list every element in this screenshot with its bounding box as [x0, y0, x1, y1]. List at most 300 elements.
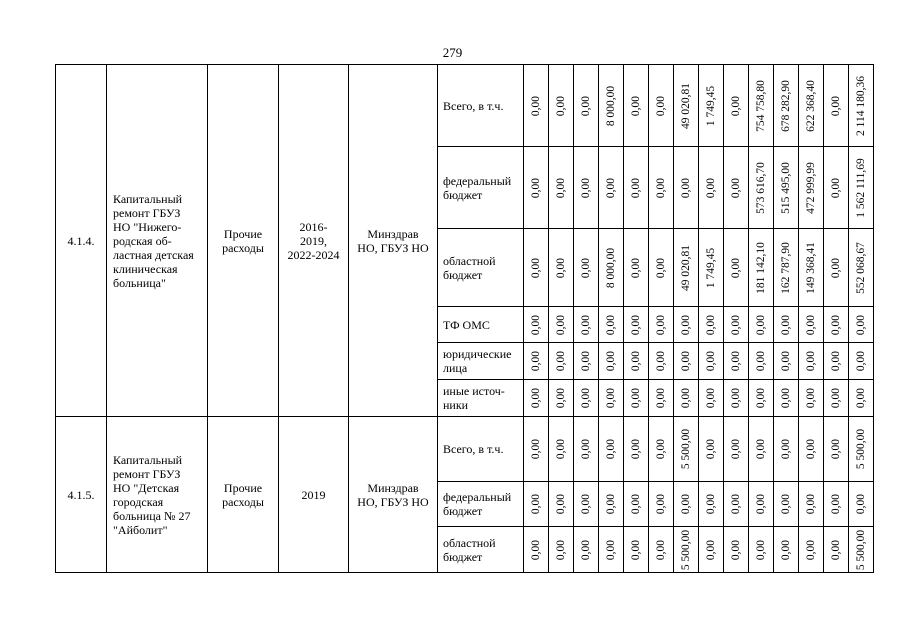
value-cell — [699, 482, 724, 527]
value-text: 0,00 — [655, 95, 667, 116]
value-cell — [524, 343, 549, 380]
measure-name-line: НО "Нижего- — [113, 219, 182, 234]
value-cell — [649, 307, 674, 343]
funding-source — [438, 147, 524, 229]
value-text: 0,00 — [630, 350, 642, 372]
value-text: 754 758,80 — [755, 79, 767, 132]
value-text: 0,00 — [830, 539, 842, 560]
value-text: 0,00 — [755, 493, 767, 515]
value-cell — [849, 147, 874, 229]
value-text: 0,00 — [655, 387, 667, 409]
value-cell — [649, 229, 674, 307]
value-cell — [824, 417, 849, 482]
value-cell — [724, 527, 749, 573]
value-cell — [699, 65, 724, 147]
value-cell — [824, 147, 849, 229]
value-text: 0,00 — [680, 350, 692, 372]
value-text: 0,00 — [780, 387, 792, 409]
funding-source-line: юридические — [443, 347, 512, 361]
value-text: 0,00 — [755, 387, 767, 409]
funding-source-line: лица — [443, 361, 468, 375]
value-cell — [649, 380, 674, 417]
value-text: 0,00 — [830, 438, 842, 460]
value-cell — [549, 343, 574, 380]
value-cell — [749, 343, 774, 380]
value-text: 0,00 — [580, 95, 592, 116]
measure-code: 4.1.4. — [56, 65, 107, 417]
value-cell — [799, 229, 824, 307]
value-cell — [774, 229, 799, 307]
value-cell — [774, 147, 799, 229]
value-cell — [849, 417, 874, 482]
measure-name-line: больница № 27 — [113, 508, 191, 523]
value-cell — [724, 380, 749, 417]
value-text: 1 749,45 — [705, 247, 717, 288]
value-text: 0,00 — [755, 539, 767, 560]
value-cell — [799, 527, 824, 573]
value-text: 0,00 — [830, 177, 842, 198]
value-cell — [524, 482, 549, 527]
value-text: 0,00 — [580, 539, 592, 560]
value-text: 0,00 — [730, 438, 742, 460]
value-cell — [624, 65, 649, 147]
funding-source-line: ТФ ОМС — [443, 317, 490, 332]
implementation-years-line: 2019 — [301, 487, 326, 502]
value-text: 0,00 — [655, 438, 667, 460]
value-cell — [849, 527, 874, 573]
value-text: 0,00 — [705, 539, 717, 560]
value-cell — [574, 65, 599, 147]
value-cell — [749, 229, 774, 307]
value-text: 0,00 — [805, 387, 817, 409]
value-text: 49 020,81 — [680, 244, 692, 291]
value-cell — [724, 343, 749, 380]
value-text: 5 500,00 — [855, 428, 867, 470]
value-cell — [799, 147, 824, 229]
funding-source-line: областной — [443, 535, 496, 550]
measure-code: 4.1.5. — [56, 417, 107, 573]
value-text: 0,00 — [580, 257, 592, 278]
value-cell — [574, 147, 599, 229]
implementation-years-line: 2022-2024 — [287, 247, 340, 262]
funding-source — [438, 307, 524, 343]
value-text: 0,00 — [530, 314, 542, 335]
value-text: 1 749,45 — [705, 85, 717, 126]
value-cell — [749, 527, 774, 573]
value-cell — [774, 380, 799, 417]
value-text: 0,00 — [680, 177, 692, 198]
value-cell — [724, 482, 749, 527]
value-text: 0,00 — [605, 438, 617, 460]
value-text: 8 000,00 — [605, 85, 617, 126]
value-text: 181 142,10 — [755, 241, 767, 294]
value-text: 0,00 — [680, 493, 692, 515]
value-cell — [674, 343, 699, 380]
value-text: 0,00 — [730, 493, 742, 515]
value-text: 0,00 — [655, 177, 667, 198]
executor-line: НО, ГБУЗ НО — [357, 240, 429, 255]
value-cell — [774, 482, 799, 527]
value-cell — [524, 527, 549, 573]
value-text: 0,00 — [730, 177, 742, 198]
value-cell — [524, 307, 549, 343]
value-text: 573 616,70 — [755, 161, 767, 214]
value-cell — [774, 527, 799, 573]
executor — [349, 65, 438, 417]
value-text: 0,00 — [730, 95, 742, 116]
value-cell — [749, 147, 774, 229]
funding-source — [438, 527, 524, 573]
value-text: 2 114 180,36 — [855, 75, 867, 136]
value-text: 0,00 — [580, 177, 592, 198]
value-cell — [624, 147, 649, 229]
value-text: 0,00 — [530, 177, 542, 198]
value-cell — [699, 417, 724, 482]
value-text: 0,00 — [605, 387, 617, 409]
value-text: 0,00 — [805, 350, 817, 372]
value-text: 0,00 — [655, 350, 667, 372]
value-text: 515 495,00 — [780, 161, 792, 214]
value-text: 0,00 — [655, 314, 667, 335]
funding-source — [438, 229, 524, 307]
value-text: 0,00 — [830, 95, 842, 116]
value-cell — [674, 380, 699, 417]
value-cell — [624, 343, 649, 380]
value-cell — [574, 229, 599, 307]
value-cell — [849, 380, 874, 417]
measure-name-line: ремонт ГБУЗ — [113, 466, 181, 481]
value-cell — [599, 417, 624, 482]
measure-name-line: "Айболит" — [113, 522, 168, 537]
value-cell — [524, 65, 549, 147]
executor-line: Минздрав — [367, 480, 419, 495]
value-text: 0,00 — [705, 493, 717, 515]
value-cell — [549, 147, 574, 229]
value-text: 0,00 — [730, 257, 742, 278]
funding-source-line: Всего, в т.ч. — [443, 442, 504, 456]
value-cell — [799, 65, 824, 147]
executor-line: Минздрав — [367, 226, 419, 241]
funding-source-line: бюджет — [443, 504, 483, 518]
value-cell — [624, 307, 649, 343]
value-cell — [599, 65, 624, 147]
value-cell — [699, 527, 724, 573]
value-text: 0,00 — [580, 387, 592, 409]
value-cell — [524, 380, 549, 417]
value-cell — [824, 482, 849, 527]
value-cell — [799, 343, 824, 380]
value-text: 0,00 — [705, 438, 717, 460]
value-text: 8 000,00 — [605, 247, 617, 288]
value-text: 0,00 — [780, 314, 792, 335]
value-cell — [849, 65, 874, 147]
value-cell — [724, 307, 749, 343]
value-cell — [849, 343, 874, 380]
value-cell — [599, 380, 624, 417]
value-text: 0,00 — [630, 314, 642, 335]
value-cell — [849, 229, 874, 307]
funding-source-line: федеральный — [443, 173, 512, 188]
executor — [349, 417, 438, 573]
value-text: 0,00 — [830, 350, 842, 372]
value-cell — [774, 343, 799, 380]
funding-source-line: иные источ- — [443, 384, 505, 398]
value-text: 0,00 — [805, 438, 817, 460]
value-cell — [599, 147, 624, 229]
value-cell — [699, 229, 724, 307]
value-cell — [824, 343, 849, 380]
value-text: 0,00 — [680, 314, 692, 335]
value-text: 0,00 — [780, 493, 792, 515]
funding-source-line: Всего, в т.ч. — [443, 98, 504, 113]
value-cell — [849, 307, 874, 343]
value-text: 0,00 — [630, 387, 642, 409]
funding-source — [438, 380, 524, 417]
value-text: 0,00 — [605, 177, 617, 198]
value-cell — [699, 307, 724, 343]
value-cell — [699, 343, 724, 380]
measure-name-line: Капитальный — [113, 191, 183, 206]
value-text: 472 999,99 — [805, 161, 817, 214]
value-text: 0,00 — [555, 177, 567, 198]
value-text: 0,00 — [730, 314, 742, 335]
value-cell — [824, 229, 849, 307]
executor-line: НО, ГБУЗ НО — [357, 494, 429, 509]
value-cell — [674, 147, 699, 229]
measure-name-line: ластная детская — [113, 247, 194, 262]
expense-type-line: расходы — [222, 494, 264, 509]
measure-name-line: городская — [113, 494, 164, 509]
value-text: 0,00 — [680, 387, 692, 409]
value-cell — [799, 380, 824, 417]
value-text: 0,00 — [830, 257, 842, 278]
funding-source — [438, 482, 524, 527]
value-cell — [549, 307, 574, 343]
value-text: 0,00 — [805, 493, 817, 515]
value-cell — [649, 343, 674, 380]
value-text: 5 500,00 — [680, 529, 692, 570]
funding-source-line: бюджет — [443, 267, 483, 282]
value-text: 0,00 — [555, 314, 567, 335]
expense-type-line: Прочие — [223, 226, 263, 241]
value-cell — [649, 147, 674, 229]
value-cell — [549, 65, 574, 147]
value-cell — [774, 65, 799, 147]
value-text: 0,00 — [555, 438, 567, 460]
implementation-years-line: 2019, — [300, 233, 327, 248]
budget-table — [55, 64, 874, 573]
value-text: 0,00 — [580, 438, 592, 460]
value-text: 0,00 — [705, 177, 717, 198]
value-cell — [574, 482, 599, 527]
value-text: 0,00 — [855, 387, 867, 409]
value-text: 0,00 — [780, 350, 792, 372]
value-text: 0,00 — [830, 314, 842, 335]
funding-source — [438, 65, 524, 147]
funding-source-line: областной — [443, 253, 496, 268]
funding-source — [438, 417, 524, 482]
expense-type — [208, 65, 279, 417]
value-text: 0,00 — [555, 95, 567, 116]
value-text: 0,00 — [855, 493, 867, 515]
value-cell — [599, 229, 624, 307]
value-cell — [599, 527, 624, 573]
page-number: 279 — [442, 45, 463, 60]
measure-name-line: ремонт ГБУЗ — [113, 205, 181, 220]
value-text: 0,00 — [780, 438, 792, 460]
expense-type — [208, 417, 279, 573]
value-cell — [724, 417, 749, 482]
value-text: 0,00 — [755, 350, 767, 372]
value-text: 0,00 — [805, 314, 817, 335]
value-cell — [624, 417, 649, 482]
value-cell — [574, 380, 599, 417]
value-text: 0,00 — [655, 539, 667, 560]
value-cell — [524, 147, 549, 229]
value-cell — [599, 307, 624, 343]
value-cell — [549, 482, 574, 527]
value-cell — [824, 380, 849, 417]
measure-name-line: больница" — [113, 275, 166, 290]
value-cell — [624, 229, 649, 307]
value-text: 0,00 — [705, 387, 717, 409]
value-text: 678 282,90 — [780, 79, 792, 132]
value-cell — [699, 380, 724, 417]
value-text: 0,00 — [630, 539, 642, 560]
value-cell — [574, 307, 599, 343]
value-cell — [624, 527, 649, 573]
measure-name-line: родская об- — [113, 233, 172, 248]
table-row — [56, 65, 874, 147]
value-text: 0,00 — [530, 493, 542, 515]
value-cell — [799, 307, 824, 343]
value-cell — [649, 527, 674, 573]
value-text: 0,00 — [630, 257, 642, 278]
value-cell — [749, 417, 774, 482]
value-cell — [674, 482, 699, 527]
value-text: 0,00 — [605, 493, 617, 515]
value-cell — [824, 65, 849, 147]
value-text: 0,00 — [530, 350, 542, 372]
value-cell — [624, 482, 649, 527]
value-cell — [549, 229, 574, 307]
value-text: 0,00 — [730, 387, 742, 409]
value-text: 0,00 — [830, 493, 842, 515]
value-cell — [674, 417, 699, 482]
value-cell — [649, 482, 674, 527]
measure-name-line: Капитальный — [113, 452, 183, 467]
measure-name-line: клиническая — [113, 261, 178, 276]
value-cell — [599, 482, 624, 527]
value-text: 0,00 — [555, 257, 567, 278]
value-text: 0,00 — [655, 257, 667, 278]
value-cell — [749, 380, 774, 417]
value-cell — [574, 343, 599, 380]
value-cell — [749, 65, 774, 147]
value-text: 0,00 — [580, 314, 592, 335]
value-cell — [549, 527, 574, 573]
value-cell — [849, 482, 874, 527]
value-text: 0,00 — [855, 314, 867, 335]
value-text: 0,00 — [555, 539, 567, 560]
value-cell — [774, 417, 799, 482]
value-cell — [749, 482, 774, 527]
measure-name-line: НО "Детская — [113, 480, 180, 495]
value-cell — [799, 417, 824, 482]
value-cell — [674, 307, 699, 343]
value-cell — [599, 343, 624, 380]
value-text: 0,00 — [555, 493, 567, 515]
value-text: 0,00 — [805, 539, 817, 560]
measure-name — [107, 417, 208, 573]
value-cell — [524, 229, 549, 307]
value-text: 0,00 — [630, 95, 642, 116]
implementation-years — [279, 417, 349, 573]
value-text: 0,00 — [605, 350, 617, 372]
value-text: 0,00 — [780, 539, 792, 560]
expense-type-line: расходы — [222, 240, 264, 255]
value-cell — [824, 527, 849, 573]
value-cell — [624, 380, 649, 417]
value-text: 0,00 — [755, 314, 767, 335]
measure-name — [107, 65, 208, 417]
value-text: 0,00 — [555, 350, 567, 372]
value-cell — [524, 417, 549, 482]
value-text: 0,00 — [530, 257, 542, 278]
implementation-years — [279, 65, 349, 417]
value-text: 0,00 — [855, 350, 867, 372]
value-text: 0,00 — [655, 493, 667, 515]
expense-type-line: Прочие — [223, 480, 263, 495]
value-cell — [674, 229, 699, 307]
value-text: 0,00 — [530, 438, 542, 460]
value-text: 0,00 — [730, 539, 742, 560]
value-text: 552 068,67 — [855, 241, 867, 294]
value-cell — [674, 65, 699, 147]
funding-source-line: федеральный — [443, 490, 512, 504]
value-cell — [549, 380, 574, 417]
value-text: 0,00 — [580, 350, 592, 372]
value-text: 0,00 — [705, 314, 717, 335]
value-cell — [574, 527, 599, 573]
value-text: 622 368,40 — [805, 79, 817, 132]
value-text: 0,00 — [830, 387, 842, 409]
funding-source-line: бюджет — [443, 187, 483, 202]
value-cell — [699, 147, 724, 229]
value-text: 162 787,90 — [780, 241, 792, 294]
value-text: 0,00 — [630, 177, 642, 198]
value-cell — [774, 307, 799, 343]
table-row — [56, 417, 874, 482]
value-cell — [574, 417, 599, 482]
funding-source-line: ники — [443, 398, 469, 412]
value-cell — [824, 307, 849, 343]
value-cell — [749, 307, 774, 343]
value-text: 0,00 — [530, 387, 542, 409]
value-text: 0,00 — [605, 314, 617, 335]
value-text: 49 020,81 — [680, 82, 692, 129]
funding-source-line: бюджет — [443, 549, 483, 564]
value-text: 5 500,00 — [680, 428, 692, 470]
value-text: 0,00 — [605, 539, 617, 560]
value-text: 0,00 — [630, 493, 642, 515]
value-text: 0,00 — [630, 438, 642, 460]
value-text: 0,00 — [755, 438, 767, 460]
value-cell — [549, 417, 574, 482]
value-text: 5 500,00 — [855, 529, 867, 570]
value-cell — [724, 65, 749, 147]
funding-source — [438, 343, 524, 380]
